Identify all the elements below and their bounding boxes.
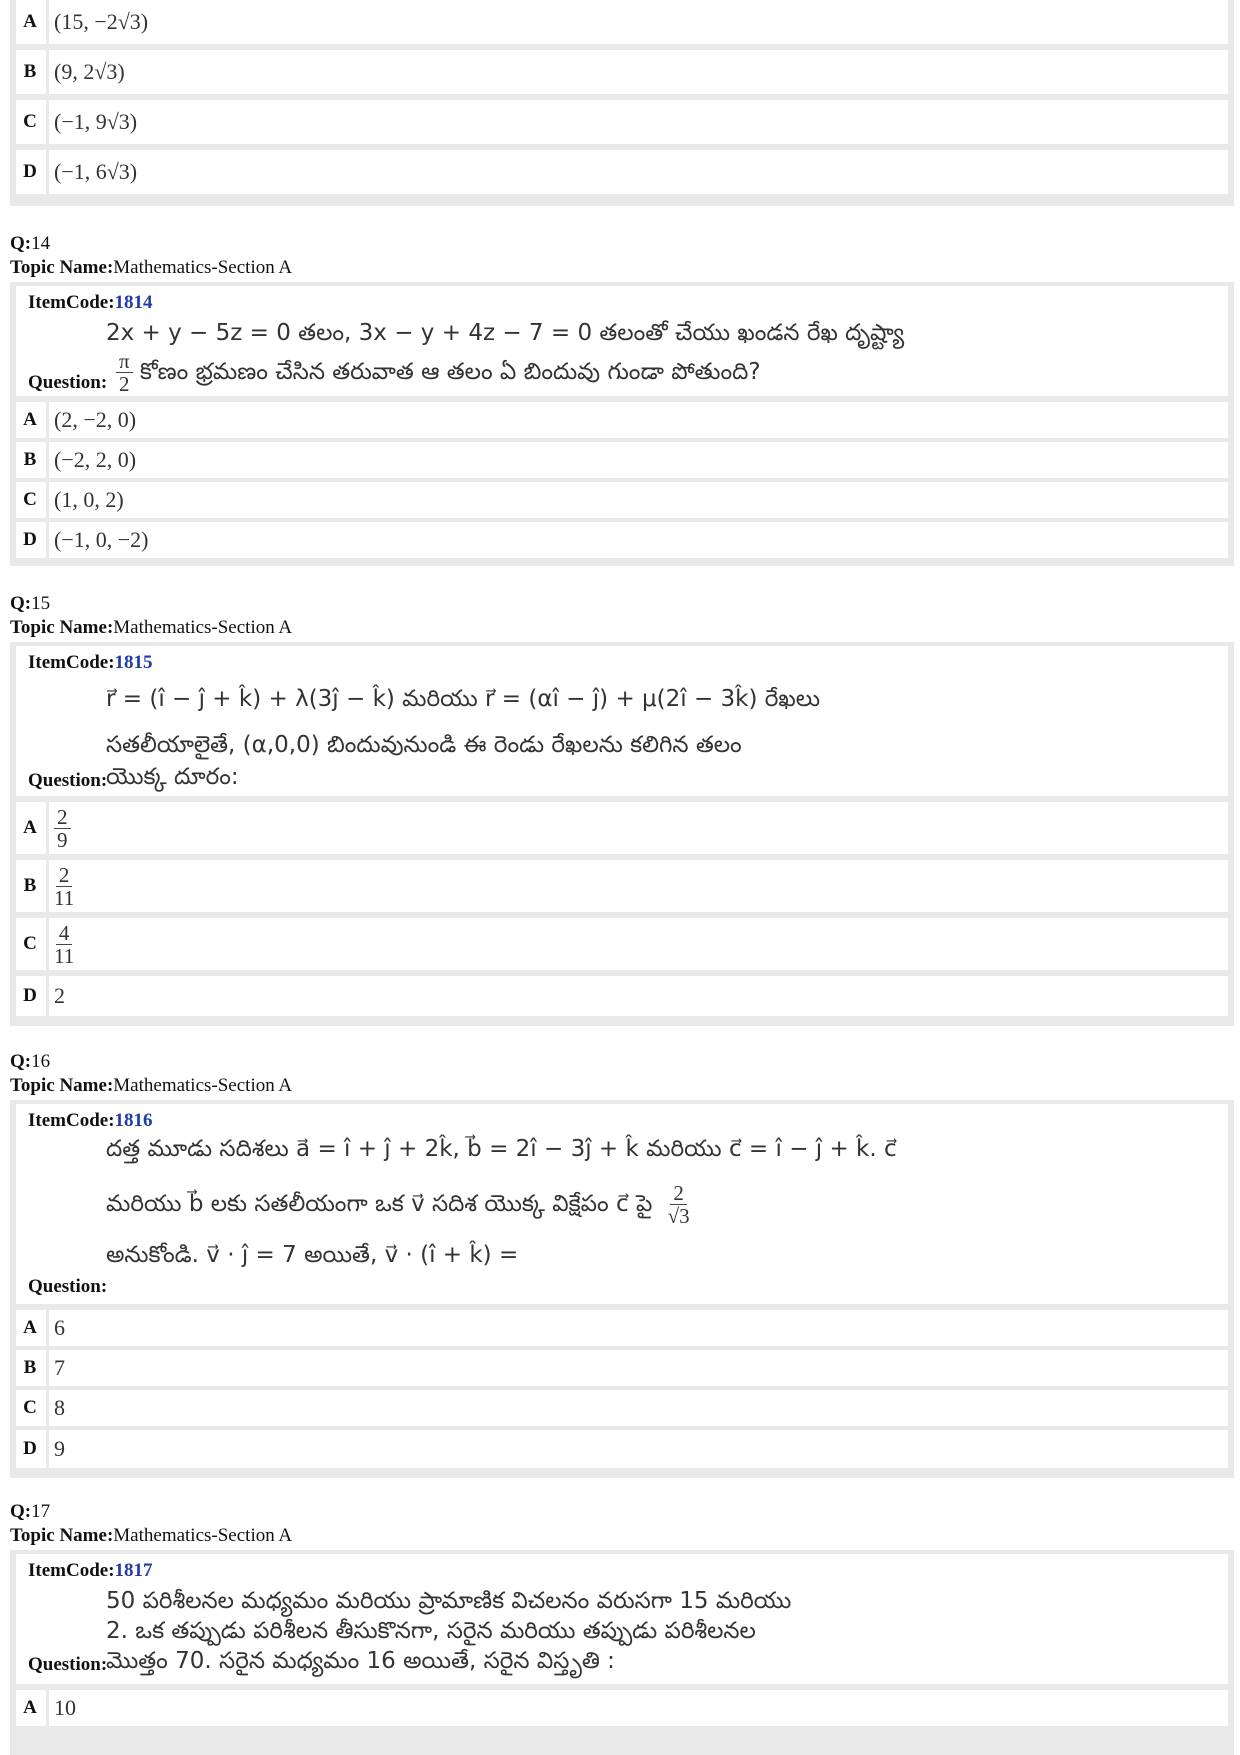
option-row[interactable] (16, 1390, 1228, 1426)
topic-name: Topic Name:Mathematics-Section A (10, 257, 293, 278)
divider (46, 100, 49, 144)
option-row[interactable] (16, 1310, 1228, 1346)
item-code: ItemCode:1816 (28, 1110, 153, 1131)
option-row[interactable] (16, 860, 1228, 912)
option-value: (−2, 2, 0) (54, 447, 137, 472)
option-label: C (23, 489, 37, 510)
divider (46, 860, 49, 912)
divider (46, 402, 49, 438)
question-text-line: సతలీయాలైతే, (α,0,0) బిందువునుండి ఈ రెండు రేఖలను కలిగిన తలం (106, 732, 742, 758)
option-row[interactable] (16, 1430, 1228, 1468)
option-label: A (23, 817, 37, 838)
question-text-line: r⃗ = (î − ĵ + k̂) + λ(3ĵ − k̂) మరియు r⃗ = (αî − ĵ) + μ(2î − 3k̂) రేఖలు (106, 686, 821, 712)
question-box (16, 646, 1228, 796)
fraction: $\frac{2}{√3}$ (667, 1181, 690, 1228)
option-value: (−1, 6√3) (54, 159, 138, 184)
fraction: $\frac{4}{11}$ (54, 920, 75, 968)
option-value: (−1, 9√3) (54, 109, 138, 134)
option-label: C (23, 1397, 37, 1418)
option-label: B (23, 1357, 37, 1378)
option-row[interactable] (16, 1350, 1228, 1386)
topic-name: Topic Name:Mathematics-Section A (10, 1525, 293, 1546)
divider (46, 50, 49, 94)
question-label: Question: (28, 770, 108, 791)
option-label: A (23, 409, 37, 430)
question-box (16, 286, 1228, 396)
q13-options-table (10, 0, 1234, 206)
item-code: ItemCode:1815 (28, 652, 153, 673)
option-row[interactable] (16, 150, 1228, 194)
option-value: 9 (54, 1436, 65, 1461)
option-row[interactable] (16, 442, 1228, 478)
divider (46, 802, 49, 854)
question-text-line: దత్త మూడు సదిశలు a⃗ = î + ĵ + 2k̂, b⃗ = 2î − 3ĵ + k̂ మరియు c⃗ = î − ĵ + k̂. c⃗ (106, 1136, 897, 1162)
question-text-line: $\frac{\pi}{2}$ కోణం భ్రమణం చేసిన తరువాత ఆ తలం ఏ బిందువు గుండా పోతుంది? (116, 350, 761, 395)
option-row[interactable] (16, 918, 1228, 970)
divider (46, 0, 49, 44)
question-text-line: 50 పరిశీలనల మధ్యమం మరియు ప్రామాణిక విచలనం వరుసగా 15 మరియు (106, 1588, 792, 1614)
option-value (54, 802, 1228, 854)
divider (46, 1390, 49, 1426)
option-value: 7 (54, 1355, 65, 1380)
fraction: $\frac{2}{9}$ (54, 806, 71, 851)
divider (46, 976, 49, 1016)
option-value: 2 (54, 983, 65, 1008)
option-label: A (23, 1317, 37, 1338)
divider (46, 442, 49, 478)
option-row[interactable] (16, 50, 1228, 94)
item-code: ItemCode:1817 (28, 1560, 153, 1581)
question-box (16, 1554, 1228, 1684)
option-label: B (23, 61, 37, 82)
option-value: (2, −2, 0) (54, 407, 137, 432)
topic-name: Topic Name:Mathematics-Section A (10, 617, 293, 638)
option-label: D (23, 529, 37, 550)
question-text-line: మొత్తం 70. సరైన మధ్యమం 16 అయితే, సరైన విస్తృతి : (106, 1648, 615, 1674)
divider (46, 1350, 49, 1386)
question-card (10, 642, 1234, 1026)
question-text-line: 2. ఒక తప్పుడు పరిశీలన తీసుకొనగా, సరైన మరియు తప్పుడు పరిశీలనల (106, 1618, 756, 1644)
option-value: 10 (54, 1695, 76, 1720)
item-code: ItemCode:1814 (28, 292, 153, 313)
divider (46, 1310, 49, 1346)
question-card (10, 282, 1234, 566)
divider (46, 1430, 49, 1468)
option-row[interactable] (16, 482, 1228, 518)
option-value: (−1, 0, −2) (54, 527, 149, 552)
option-label: B (23, 449, 37, 470)
question-label: Question: (28, 1654, 108, 1675)
option-label: B (23, 875, 37, 896)
question-box (16, 1104, 1228, 1304)
question-card (10, 1100, 1234, 1478)
fraction: $\frac{\pi}{2}$ (116, 350, 133, 395)
option-row[interactable] (16, 1690, 1228, 1726)
option-label: A (23, 11, 37, 32)
option-value: (1, 0, 2) (54, 487, 124, 512)
question-number: Q:16 (10, 1051, 51, 1072)
option-value: (9, 2√3) (54, 59, 125, 84)
option-row[interactable] (16, 0, 1228, 44)
option-label: C (23, 111, 37, 132)
option-label: D (23, 985, 37, 1006)
option-row[interactable] (16, 522, 1228, 558)
option-row[interactable] (16, 802, 1228, 854)
option-value: 8 (54, 1395, 65, 1420)
question-number: Q:17 (10, 1501, 51, 1522)
option-value: 6 (54, 1315, 65, 1340)
fraction: $\frac{2}{11}$ (54, 862, 75, 910)
divider (46, 150, 49, 194)
option-label: D (23, 161, 37, 182)
question-number: Q:14 (10, 233, 51, 254)
question-card (10, 1550, 1234, 1755)
option-label: C (23, 933, 37, 954)
topic-name: Topic Name:Mathematics-Section A (10, 1075, 293, 1096)
question-text-line: మరియు b⃗ లకు సతలీయంగా ఒక v⃗ సదిశ యొక్క విక్షేపం c⃗ పై $\frac{2}{√3}$ (106, 1181, 690, 1228)
question-number: Q:15 (10, 593, 51, 614)
option-row[interactable] (16, 976, 1228, 1016)
divider (46, 522, 49, 558)
option-value (54, 860, 1228, 912)
question-label: Question: (28, 372, 108, 393)
question-text-line: యొక్క దూరం: (106, 764, 239, 790)
option-value: (15, −2√3) (54, 9, 149, 34)
divider (46, 482, 49, 518)
option-row[interactable] (16, 100, 1228, 144)
question-text-line: అనుకోండి. v⃗ · ĵ = 7 అయితే, v⃗ · (î + k̂) = (106, 1242, 519, 1268)
option-label: A (23, 1697, 37, 1718)
divider (46, 1690, 49, 1726)
divider (46, 918, 49, 970)
question-label: Question: (28, 1276, 108, 1297)
option-row[interactable] (16, 402, 1228, 438)
option-label: D (23, 1438, 37, 1459)
option-value (54, 918, 1228, 970)
question-text-line: 2x + y − 5z = 0 తలం, 3x − y + 4z − 7 = 0 తలంతో చేయు ఖండన రేఖ దృష్ట్యా (106, 320, 905, 346)
